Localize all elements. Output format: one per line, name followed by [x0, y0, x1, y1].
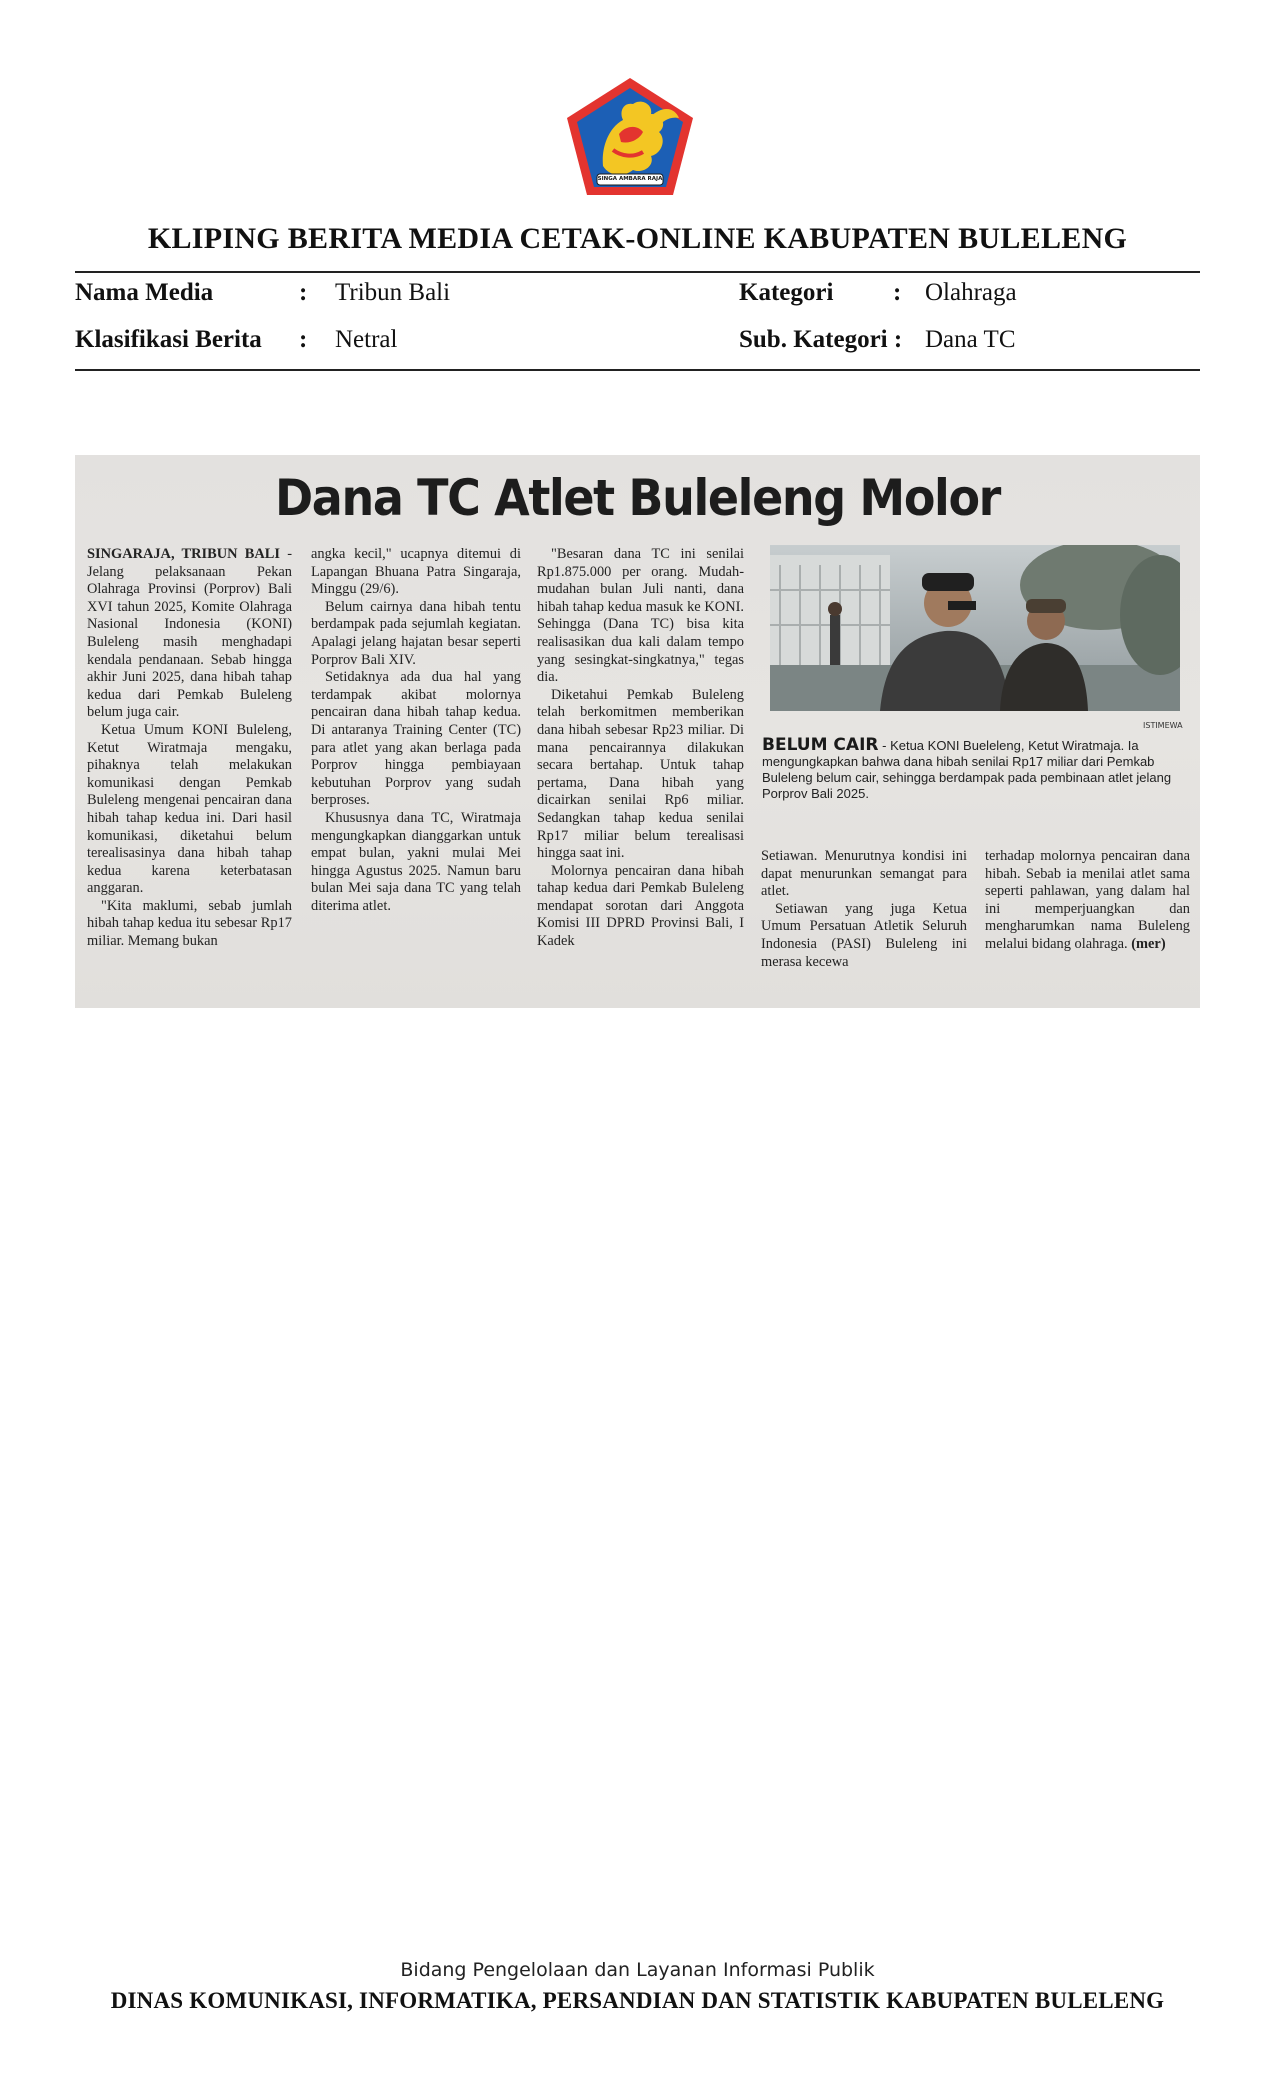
- kategori-label: Kategori: [739, 279, 834, 306]
- article-headline: Dana TC Atlet Buleleng Molor: [275, 469, 1000, 527]
- bottom-rule: [75, 369, 1200, 371]
- article-column-3: [537, 546, 744, 951]
- article-paragraph: terhadap molornya pencairan dana hibah. Sebab ia menilai atlet sama seperti pahlawan, yang dalam hal ini memperjuangkan dan mengharumkan nama Buleleng melalui bidang olahraga.: [985, 848, 1190, 952]
- colon: :: [299, 279, 308, 306]
- article-column-2: [311, 546, 521, 915]
- sub-kategori-value: Dana TC: [925, 326, 1016, 353]
- singa-ambara-raja-emblem-icon: [563, 74, 697, 199]
- document-title: KLIPING BERITA MEDIA CETAK-ONLINE KABUPATEN BULELENG: [147, 222, 1128, 255]
- article-paragraph: Khususnya dana TC, Wiratmaja mengungkapkan dianggarkan untuk empat bulan, yakni mulai Mei hingga Agustus 2025. Namun baru bulan Mei saja dana TC yang telah diterima atlet.: [311, 809, 521, 914]
- nama-media-label: Nama Media: [75, 279, 214, 306]
- article-paragraph: "Kita maklumi, sebab jumlah hibah tahap kedua itu sebesar Rp17 miliar. Memang bukan: [87, 897, 292, 950]
- article-paragraph: - Jelang pelaksanaan Pekan Olahraga Provinsi (Porprov) Bali XVI tahun 2025, Komite Olahraga Nasional Indonesia (KONI) Buleleng masih menghadapi kendala pendanaan. Sebab hingga akhir Juni 2025, dana hibah tahap kedua dari Pemkab Buleleng belum juga cair.: [87, 546, 292, 721]
- news-clipping: [75, 455, 1200, 1008]
- top-rule: [75, 271, 1200, 273]
- article-column-5: [985, 848, 1190, 954]
- meta-row-media: [75, 279, 1200, 313]
- colon: :: [893, 279, 902, 306]
- nama-media-value: Tribun Bali: [335, 279, 451, 306]
- article-signoff: (mer): [1131, 935, 1166, 952]
- article-paragraph: angka kecil," ucapnya ditemui di Lapangan Bhuana Patra Singaraja, Minggu (29/6).: [311, 546, 521, 598]
- article-paragraph: Belum cairnya dana hibah tentu berdampak pada sejumlah kegiatan. Apalagi jelang hajatan besar seperti Porprov Bali XIV.: [311, 598, 521, 668]
- article-paragraph: Molornya pencairan dana hibah tahap kedua dari Pemkab Buleleng mendapat sorotan dari Anggota Komisi III DPRD Provinsi Bali, I Kadek: [537, 862, 744, 950]
- article-column-4: [761, 848, 967, 971]
- klasifikasi-label: Klasifikasi Berita: [75, 326, 262, 353]
- photo-credit: ISTIMEWA: [1143, 721, 1183, 730]
- logo-text: SINGA AMBARA RAJA: [597, 176, 663, 182]
- meta-row-klasifikasi: [75, 326, 1200, 360]
- article-dateline: SINGARAJA, TRIBUN BALI: [87, 546, 280, 562]
- caption-title: BELUM CAIR: [762, 735, 879, 755]
- article-photo: [770, 545, 1180, 711]
- article-paragraph: Setiawan. Menurutnya kondisi ini dapat menurunkan semangat para atlet.: [761, 848, 967, 900]
- colon: :: [299, 326, 308, 353]
- article-paragraph: Setiawan yang juga Ketua Umum Persatuan Atletik Seluruh Indonesia (PASI) Buleleng ini merasa kecewa: [761, 900, 967, 970]
- kategori-value: Olahraga: [925, 279, 1017, 306]
- klasifikasi-value: Netral: [335, 326, 398, 353]
- sub-kategori-label: Sub. Kategori :: [739, 326, 903, 353]
- photo-caption: [762, 737, 1184, 802]
- article-paragraph: Ketua Umum KONI Buleleng, Ketut Wiratmaja mengaku, pihaknya telah melakukan komunikasi dengan Pemkab Buleleng mengenai pencairan dana hibah tahap kedua ini. Dari hasil komunikasi, diketahui belum terealisasinya dana hibah tahap kedua karena keterbatasan anggaran.: [87, 721, 292, 897]
- article-column-1: [87, 546, 292, 951]
- article-paragraph: Setidaknya ada dua hal yang terdampak akibat molornya pencairan dana hibah tahap kedua. Di antaranya Training Center (TC) para atlet yang akan berlaga pada Porprov hingga pembiayaan kebutuhan Porprov yang sudah berproses.: [311, 669, 521, 809]
- article-paragraph: Diketahui Pemkab Buleleng telah berkomitmen memberikan dana hibah sebesar Rp23 miliar. Di mana pencairannya dilakukan secara bertahap. Untuk tahap pertama, Dana hibah yang dicairkan senilai Rp6 miliar. Sedangkan tahap kedua senilai Rp17 miliar belum terealisasi hingga saat ini.: [537, 686, 744, 862]
- caption-text: - Ketua KONI Bueleleng, Ketut Wiratmaja. Ia mengungkapkan bahwa dana hibah senilai Rp17 miliar dari Pemkab Buleleng belum cair, sehingga berdampak pada pembinaan atlet jelang Porprov Bali 2025.: [762, 738, 1172, 801]
- footer-department: Bidang Pengelolaan dan Layanan Informasi Publik: [400, 1959, 875, 1981]
- article-paragraph: "Besaran dana TC ini senilai Rp1.875.000 per orang. Mudah-mudahan bulan Juli nanti, dana hibah tahap kedua masuk ke KONI. Sehingga (Dana TC) bisa kita realisasikan dua kali dalam tempo yang sesingkat-singkatnya," tegas dia.: [537, 546, 744, 686]
- footer-agency: DINAS KOMUNIKASI, INFORMATIKA, PERSANDIAN DAN STATISTIK KABUPATEN BULELENG: [110, 1988, 1165, 2013]
